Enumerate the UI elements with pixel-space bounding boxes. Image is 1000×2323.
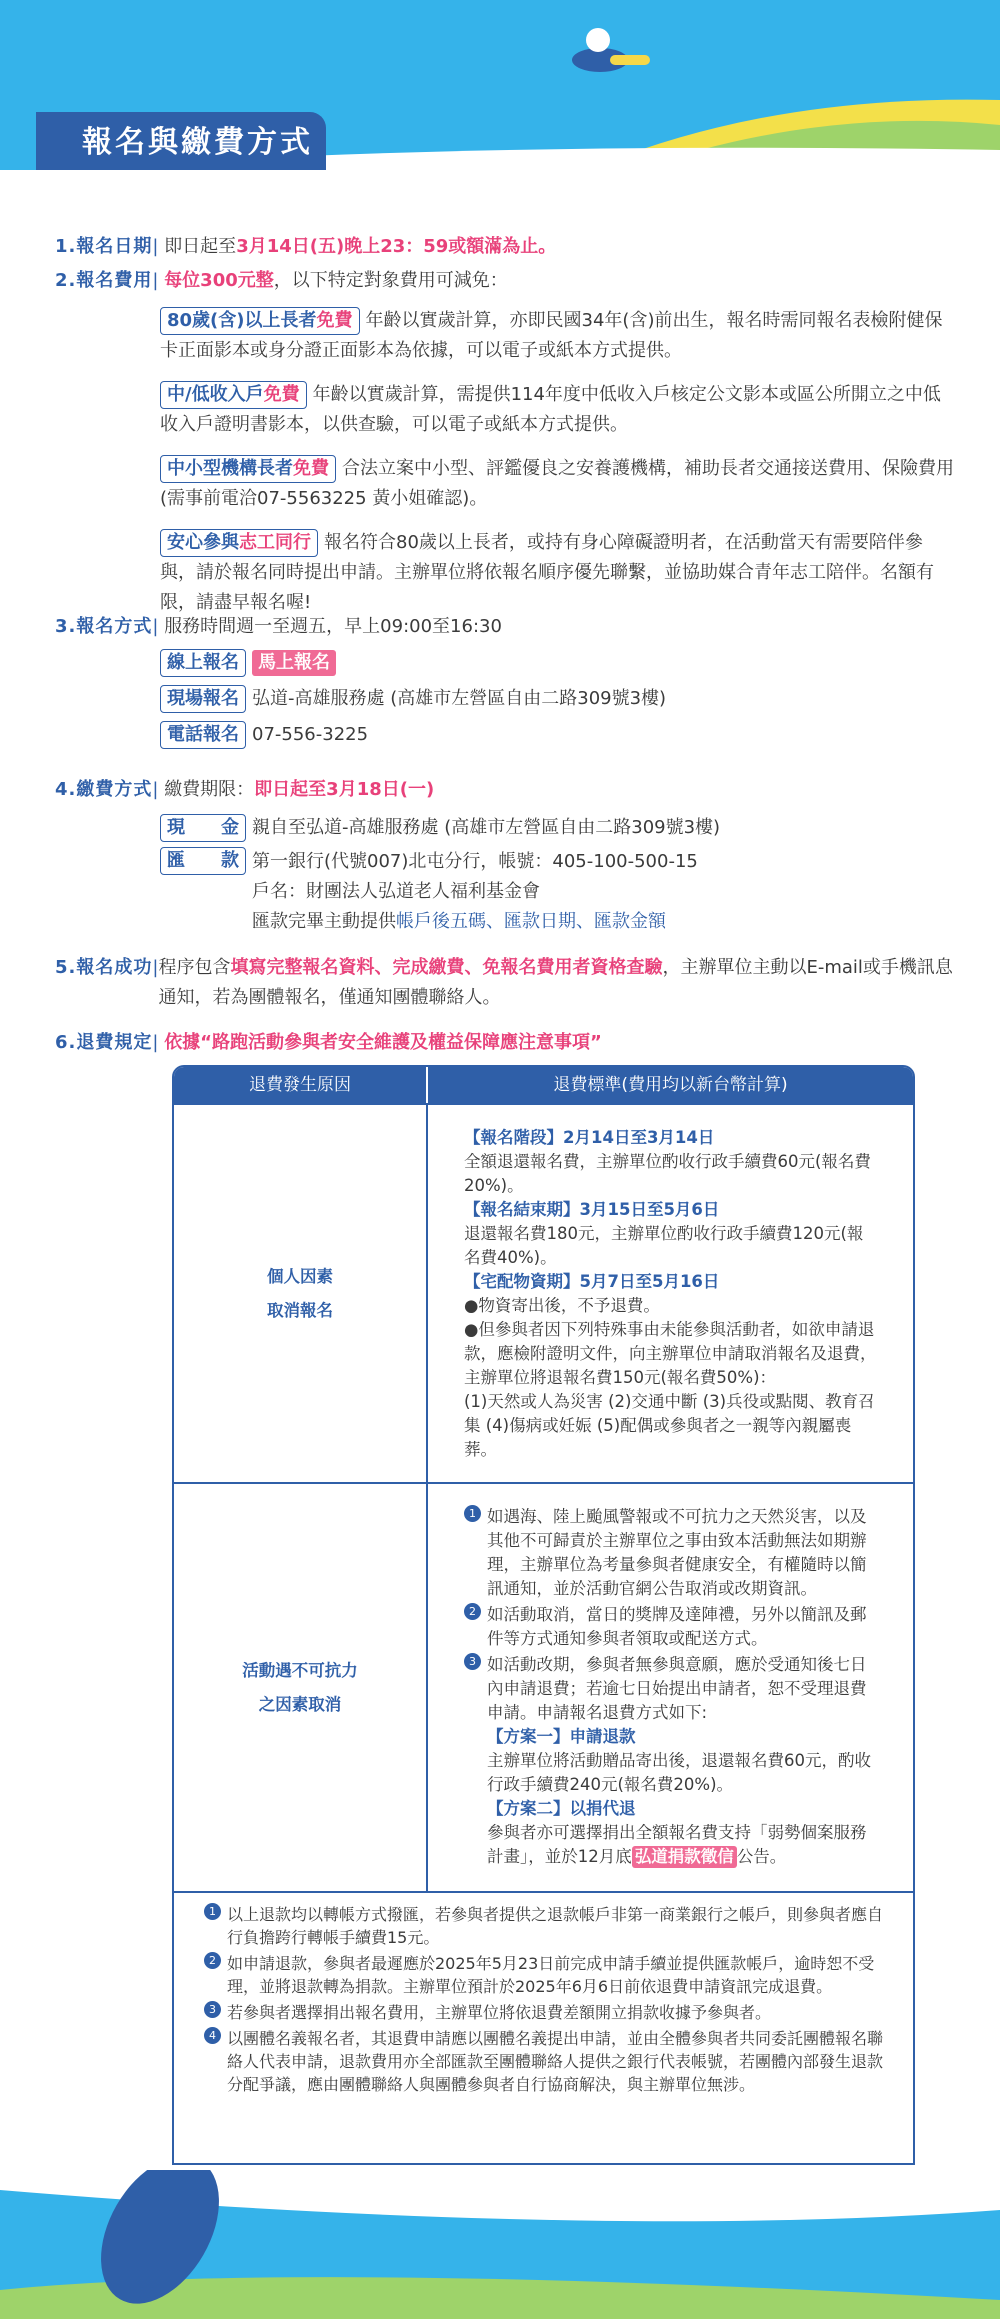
payment-deadline: 即日起至3月18日(一): [254, 779, 435, 800]
table-row: [174, 1103, 913, 1482]
section-registration-fee: 2.報名費用| 每位300元整，以下特定對象費用可減免： 80歲(含)以上長者免費 年齡以實歲計算，亦即民國34年(含)前出生，報名時需同報名表檢附健保卡正面影本或身分證正面影本為依據，可以電子或紙本方式提供。 中/低收入戶免費 年齡以實歲計算，需提供114年度中低收入戶核定公文影本或區公所開立之中低收入戶證明書影本，以供查驗，可以電子或紙本方式提供。 中小型機構長者免費 合法立案中小型、評鑑優良之安養護機構，補助長者交通接送費用、保險費用(需事前電洽07-5563225 黃小姐確認)。 安心參與志工同行 報名符合80歲以上長者，或持有身心障礙證明者，在活動當天有需要陪伴參與，請於報名同時提出申請。主辦單位將依報名順序優先聯繫，並協助媒合青年志工陪伴。名額有限，請盡早報名喔!: [55, 266, 955, 618]
tag-volunteer: 志工同行: [239, 532, 311, 553]
refund-notes: [172, 1885, 915, 2165]
plan-text: 公告。: [736, 1846, 787, 1866]
phase-text: (1)天然或人為災害 (2)交通中斷 (3)兵役或點閱、教育召集 (4)傷病或妊娠 (5)配偶或參與者之一親等內親屬喪葬。: [464, 1391, 875, 1459]
reason-cell: [174, 1482, 428, 1891]
phase-bullet: ●物資寄出後，不予退費。: [464, 1295, 660, 1315]
section-payment-method: 4.繳費方式| 繳費期限：即日起至3月18日(一) 現 金 親自至弘道-高雄服務處 (高雄市左營區自由二路309號3樓) 匯 款 第一銀行(代號007)北屯分行，帳號：405-100-500-15 戶名：財團法人弘道老人福利基金會 匯款完畢主動提供帳戶後五碼、匯款日期、匯款金額: [55, 779, 721, 932]
tag-label: 安心參與: [167, 532, 239, 553]
tag-free: 免費: [293, 458, 329, 479]
phase-heading: 【報名結束期】3月15日至5月6日: [464, 1199, 720, 1219]
deadline-text: 3月14日(五)晚上23：59或額滿為止。: [236, 236, 557, 257]
plan-text: 主辦單位將活動贈品寄出後，退還報名費60元，酌收行政手續費240元(報名費20%)。: [487, 1750, 871, 1794]
tag-label: 中小型機構長者: [167, 458, 293, 479]
payment-period-label: 繳費期限：: [164, 779, 255, 800]
online-label: 線上報名: [160, 649, 246, 677]
register-now-button[interactable]: 馬上報名: [252, 650, 336, 676]
fee-exemption-2: [160, 380, 955, 440]
tag-free: 免費: [316, 310, 353, 331]
number-badge: 2: [464, 1603, 481, 1620]
note-text: 以上退款均以轉帳方式撥匯，若參與者提供之退款帳戶非第一商業銀行之帳戶，則參與者應自行負擔跨行轉帳手續費15元。: [227, 1905, 884, 1947]
refund-header-reason: 退費發生原因: [174, 1067, 428, 1103]
fee-exemption-4: [160, 528, 955, 618]
fee-amount: 每位300元整: [164, 270, 274, 291]
phase-text: 全額退還報名費，主辦單位酌收行政手續費60元(報名費20%)。: [464, 1151, 871, 1195]
runner-figure: [572, 28, 650, 72]
footer-banner: [0, 2170, 1000, 2319]
exemption-desc: 年齡以實歲計算，需提供114年度中低收入戶核定公文影本或區公所開立之中低收入戶證明書影本，以供查驗，可以電子或紙本方式提供。: [160, 384, 941, 435]
refund-basis: 依據“路跑活動參與者安全維護及權益保障應注意事項”: [164, 1032, 602, 1053]
page-title: 報名與繳費方式: [36, 112, 326, 174]
standard-cell: [428, 1482, 913, 1891]
reason-line: 個人因素: [267, 1266, 333, 1286]
exemption-desc: 年齡以實歲計算，亦即民國34年(含)前出生，報名時需同報名表檢附健保卡正面影本或身分證正面影本為依據，可以電子或紙本方式提供。: [160, 310, 943, 361]
refund-header-standard: 退費標準(費用均以新台幣計算): [428, 1067, 913, 1103]
force-item-text: 如活動取消，當日的獎牌及達陣禮，另外以簡訊及郵件等方式通知參與者領取或配送方式。: [487, 1604, 867, 1648]
donation-link[interactable]: 弘道捐款徵信: [632, 1846, 737, 1868]
tag-label: 中/低收入戶: [167, 384, 264, 405]
plan-text: 參與者亦可選擇捐出全額報名費支持「弱勢個案服務計畫」，並於12月底: [487, 1822, 867, 1866]
number-badge: 3: [204, 2001, 221, 2018]
section-refund-rules: 6.退費規定| 依據“路跑活動參與者安全維護及權益保障應注意事項”: [55, 1032, 602, 1053]
section-number: 6.退費規定: [55, 1032, 153, 1053]
reason-cell: [174, 1103, 428, 1482]
account-name: 戶名：財團法人弘道老人福利基金會: [252, 881, 540, 902]
section-number: 3.報名方式: [55, 616, 153, 637]
exemption-desc: 合法立案中小型、評鑑優良之安養護機構，補助長者交通接送費用、保險費用(需事前電洽07-5563225 黃小姐確認)。: [160, 458, 954, 509]
onsite-label: 現場報名: [160, 685, 246, 713]
fee-exemption-3: [160, 454, 955, 514]
force-item-text: 如活動改期，參與者無參與意願，應於受通知後七日內申請退費；若逾七日始提出申請者，恕不受理退費申請。申請報名退費方式如下:: [487, 1654, 867, 1722]
table-row: [174, 1482, 913, 1891]
success-steps: 填寫完整報名資料、完成繳費、免報名費用者資格查驗: [230, 957, 663, 978]
tag-free: 免費: [263, 384, 300, 405]
section-number: 4.繳費方式: [55, 779, 153, 800]
success-notice: ，主辦單位主動以E-mail或手機訊息通知，若為團體報名，僅通知團體聯絡人。: [158, 957, 953, 1008]
cash-desc: 親自至弘道-高雄服務處 (高雄市左營區自由二路309號3樓): [252, 817, 721, 838]
bank-account: 第一銀行(代號007)北屯分行，帳號：405-100-500-15: [252, 851, 698, 872]
remit-required-info: 帳戶後五碼、匯款日期、匯款金額: [396, 911, 666, 932]
section-number: 5.報名成功: [55, 957, 153, 978]
service-hours: 服務時間週一至週五，早上09:00至16:30: [164, 616, 502, 637]
number-badge: 1: [464, 1505, 481, 1522]
number-badge: 3: [464, 1653, 481, 1670]
phase-bullet: ●但參與者因下列特殊事由未能參與活動者，如欲申請退款，應檢附證明文件，向主辦單位申請取消報名及退費，主辦單位將退報名費150元(報名費50%)：: [464, 1319, 877, 1387]
reason-line: 之因素取消: [258, 1694, 342, 1714]
phase-heading: 【報名階段】2月14日至3月14日: [464, 1127, 715, 1147]
note-text: 如申請退款，參與者最遲應於2025年5月23日前完成申請手續並提供匯款帳戶，逾時恕不受理，並將退款轉為捐款。主辦單位預計於2025年6月6日前依退費申請資訊完成退費。: [227, 1954, 875, 1996]
fee-note: ，以下特定對象費用可減免：: [273, 270, 508, 291]
remit-label: 匯 款: [160, 847, 246, 875]
note-text: 以團體名義報名者，其退費申請應以團體名義提出申請，並由全體參與者共同委託團體報名聯絡人代表申請，退款費用亦全部匯款至團體聯絡人提供之銀行代表帳號，若團體內部發生退款分配爭議，應由團體聯絡人與團體參與者自行協商解決，與主辦單位無涉。: [227, 2029, 884, 2094]
reason-line: 活動遇不可抗力: [242, 1660, 358, 1680]
section-number: 2.報名費用: [55, 270, 153, 291]
plan-heading: 【方案二】以捐代退: [487, 1798, 636, 1818]
footer-illustration: [0, 2170, 1000, 2319]
section-registration-method: 3.報名方式| 服務時間週一至週五，早上09:00至16:30 線上報名 馬上報名 現場報名 弘道-高雄服務處 (高雄市左營區自由二路309號3樓) 電話報名 07-556-3225: [55, 612, 955, 750]
standard-cell: [428, 1103, 913, 1482]
phone-label: 電話報名: [160, 721, 246, 749]
success-text: 程序包含: [158, 957, 231, 978]
date-text: 即日起至: [164, 236, 237, 257]
phase-text: 退還報名費180元，主辦單位酌收行政手續費120元(報名費40%)。: [464, 1223, 864, 1267]
section-registration-date: 1.報名日期| 即日起至3月14日(五)晚上23：59或額滿為止。: [55, 236, 557, 257]
fee-exemption-1: [160, 306, 955, 366]
plan-heading: 【方案一】申請退款: [487, 1726, 636, 1746]
phase-heading: 【宅配物資期】5月7日至5月16日: [464, 1271, 720, 1291]
refund-table: [172, 1065, 915, 1893]
phone-number: 07-556-3225: [252, 724, 369, 745]
number-badge: 1: [204, 1903, 221, 1920]
exemption-desc: 報名符合80歲以上長者，或持有身心障礙證明者，在活動當天有需要陪伴參與，請於報名同時提出申請。主辦單位將依報名順序優先聯繫，並協助媒合青年志工陪伴。名額有限，請盡早報名喔!: [160, 532, 934, 613]
onsite-address: 弘道-高雄服務處 (高雄市左營區自由二路309號3樓): [252, 688, 667, 709]
note-text: 若參與者選擇捐出報名費用，主辦單位將依退費差額開立捐款收據予參與者。: [227, 2003, 772, 2022]
number-badge: 2: [204, 1952, 221, 1969]
section-number: 1.報名日期: [55, 236, 153, 257]
remit-note: 匯款完畢主動提供: [252, 911, 396, 932]
reason-line: 取消報名: [267, 1300, 333, 1320]
cash-label: 現 金: [160, 814, 246, 842]
number-badge: 4: [204, 2027, 221, 2044]
force-item-text: 如遇海、陸上颱風警報或不可抗力之天然災害，以及其他不可歸責於主辦單位之事由致本活動無法如期辦理，主辦單位為考量參與者健康安全，有權隨時以簡訊通知，並於活動官網公告取消或改期資訊。: [487, 1506, 867, 1598]
tag-label: 80歲(含)以上長者: [167, 310, 317, 331]
section-registration-success: 5.報名成功| 程序包含填寫完整報名資料、完成繳費、免報名費用者資格查驗，主辦單位主動以E-mail或手機訊息通知，若為團體報名，僅通知團體聯絡人。: [55, 957, 953, 1008]
